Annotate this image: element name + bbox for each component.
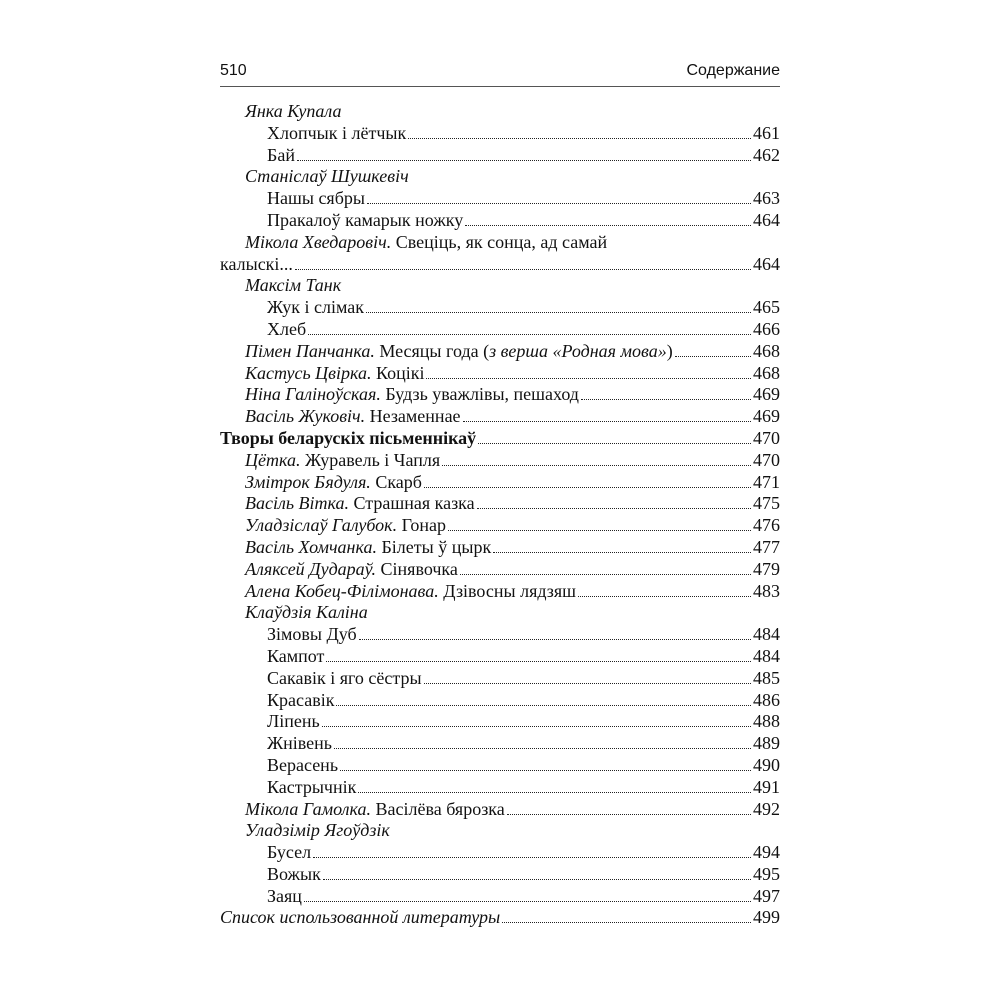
toc-entry: Жук і слімак 465 [267,297,780,318]
toc-entry: Нашы сябры 463 [267,188,780,209]
toc-entry: Кастрычнік 491 [267,776,780,797]
toc-author: Янка Купала [245,101,342,121]
toc-entry: Пімен Панчанка. Месяцы года (з верша «Родная мова») 468 [245,340,780,361]
toc-entry: Сакавік і яго сёстры 485 [267,667,780,688]
toc-entry: Алена Кобец-Філімонава. Дзівосны лядзяш 483 [245,580,780,601]
running-title: Содержание [686,62,780,79]
toc-section: Список использованной литературы 499 [220,907,780,928]
toc-entry: Ліпень 488 [267,711,780,732]
toc-entry: Жнівень 489 [267,733,780,754]
toc-entry: Васіль Вітка. Страшная казка 475 [245,493,780,514]
toc-author: Максім Танк [245,275,342,296]
toc-entry: Хлопчык і лётчык 461 [267,122,780,143]
toc-entry: Заяц 497 [267,885,780,906]
toc-entry: Змітрок Бядуля. Скарб 471 [245,471,780,492]
toc-entry: Красавік 486 [267,689,780,710]
toc-section: Творы беларускіх пісьменнікаў 470 [220,427,780,448]
toc-entry: Бай 462 [267,144,780,165]
toc-entry: Зімовы Дуб 484 [267,624,780,645]
toc-entry: Мікола Гамолка. Васілёва бярозка 492 [245,798,780,819]
toc-entry: Васіль Жуковіч. Незаменнае 469 [245,406,780,427]
toc-author: Станіслаў Шушкевіч [245,166,409,187]
toc-author: Клаўдзія Каліна [245,602,368,623]
toc-entry: Ніна Галіноўская. Будзь уважлівы, пешаход 469 [245,384,780,405]
toc-entry: Бусел 494 [267,842,780,863]
toc-entry-line2: калыскі... 464 [220,253,780,274]
page-number: 510 [220,62,247,79]
running-header [220,62,780,87]
toc-entry: Уладзіслаў Галубок. Гонар 476 [245,515,780,536]
toc-entry: Вожык 495 [267,863,780,884]
toc-author: Уладзімір Ягоўдзік [245,820,390,841]
toc-entry: Аляксей Дудараў. Сінявочка 479 [245,558,780,579]
toc-entry: Верасень 490 [267,754,780,775]
toc-entry: Кампот 484 [267,645,780,666]
toc-entry: Хлеб 466 [267,318,780,339]
toc-entry: Цётка. Журавель і Чапля 470 [245,449,780,470]
toc-entry: Пракалоў камарык ножку 464 [267,209,780,230]
toc-entry-line1: Мікола Хведаровіч. Свеціць, як сонца, ад самай [245,231,608,252]
table-of-contents [220,101,780,929]
toc-entry: Васіль Хомчанка. Білеты ў цырк 477 [245,536,780,557]
toc-entry: Кастусь Цвірка. Коцікі 468 [245,362,780,383]
